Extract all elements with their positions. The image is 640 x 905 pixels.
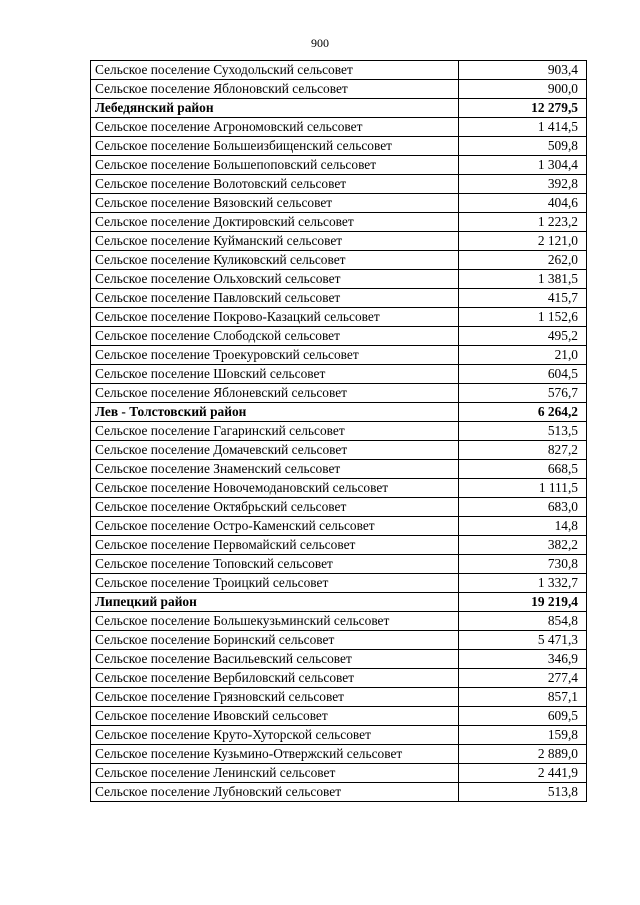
settlement-name: Сельское поселение Куликовский сельсовет bbox=[91, 251, 459, 270]
settlement-name: Сельское поселение Топовский сельсовет bbox=[91, 555, 459, 574]
settlement-name: Сельское поселение Волотовский сельсовет bbox=[91, 175, 459, 194]
settlement-name: Сельское поселение Агрономовский сельсовет bbox=[91, 118, 459, 137]
settlement-amount: 14,8 bbox=[459, 517, 587, 536]
settlement-amount: 346,9 bbox=[459, 650, 587, 669]
settlement-row bbox=[91, 61, 587, 80]
settlement-amount: 900,0 bbox=[459, 80, 587, 99]
settlement-amount: 404,6 bbox=[459, 194, 587, 213]
settlement-row bbox=[91, 327, 587, 346]
settlement-name: Сельское поселение Большекузьминский сельсовет bbox=[91, 612, 459, 631]
settlement-amount: 513,8 bbox=[459, 783, 587, 802]
settlement-row bbox=[91, 232, 587, 251]
settlement-amount: 854,8 bbox=[459, 612, 587, 631]
district-row bbox=[91, 593, 587, 612]
settlement-row bbox=[91, 536, 587, 555]
settlement-row bbox=[91, 555, 587, 574]
settlement-amount: 2 441,9 bbox=[459, 764, 587, 783]
settlement-name: Сельское поселение Кузьмино-Отвержский сельсовет bbox=[91, 745, 459, 764]
budget-table bbox=[90, 60, 587, 802]
district-total: 12 279,5 bbox=[459, 99, 587, 118]
settlement-row bbox=[91, 688, 587, 707]
settlement-amount: 1 111,5 bbox=[459, 479, 587, 498]
settlement-amount: 857,1 bbox=[459, 688, 587, 707]
settlement-row bbox=[91, 498, 587, 517]
settlement-amount: 576,7 bbox=[459, 384, 587, 403]
settlement-name: Сельское поселение Боринский сельсовет bbox=[91, 631, 459, 650]
settlement-name: Сельское поселение Яблоновский сельсовет bbox=[91, 80, 459, 99]
settlement-row bbox=[91, 574, 587, 593]
settlement-row bbox=[91, 441, 587, 460]
settlement-amount: 509,8 bbox=[459, 137, 587, 156]
settlement-amount: 2 121,0 bbox=[459, 232, 587, 251]
settlement-row bbox=[91, 346, 587, 365]
district-row bbox=[91, 403, 587, 422]
settlement-name: Сельское поселение Большеизбищенский сельсовет bbox=[91, 137, 459, 156]
settlement-amount: 1 304,4 bbox=[459, 156, 587, 175]
settlement-name: Сельское поселение Грязновский сельсовет bbox=[91, 688, 459, 707]
settlement-name: Сельское поселение Лубновский сельсовет bbox=[91, 783, 459, 802]
settlement-name: Сельское поселение Остро-Каменский сельсовет bbox=[91, 517, 459, 536]
settlement-name: Сельское поселение Суходольский сельсовет bbox=[91, 61, 459, 80]
settlement-row bbox=[91, 726, 587, 745]
settlement-amount: 903,4 bbox=[459, 61, 587, 80]
settlement-name: Сельское поселение Ольховский сельсовет bbox=[91, 270, 459, 289]
settlement-name: Сельское поселение Вербиловский сельсовет bbox=[91, 669, 459, 688]
district-row bbox=[91, 99, 587, 118]
settlement-amount: 668,5 bbox=[459, 460, 587, 479]
settlement-amount: 1 414,5 bbox=[459, 118, 587, 137]
district-name: Липецкий район bbox=[91, 593, 459, 612]
settlement-row bbox=[91, 422, 587, 441]
settlement-amount: 262,0 bbox=[459, 251, 587, 270]
settlement-name: Сельское поселение Первомайский сельсовет bbox=[91, 536, 459, 555]
settlement-row bbox=[91, 251, 587, 270]
settlement-row bbox=[91, 80, 587, 99]
settlement-row bbox=[91, 289, 587, 308]
district-name: Лебедянский район bbox=[91, 99, 459, 118]
settlement-amount: 415,7 bbox=[459, 289, 587, 308]
settlement-name: Сельское поселение Вязовский сельсовет bbox=[91, 194, 459, 213]
settlement-name: Сельское поселение Знаменский сельсовет bbox=[91, 460, 459, 479]
settlement-amount: 730,8 bbox=[459, 555, 587, 574]
settlement-amount: 5 471,3 bbox=[459, 631, 587, 650]
district-name: Лев - Толстовский район bbox=[91, 403, 459, 422]
page-number: 900 bbox=[311, 36, 329, 50]
settlement-row bbox=[91, 669, 587, 688]
settlement-name: Сельское поселение Покрово-Казацкий сельсовет bbox=[91, 308, 459, 327]
district-total: 6 264,2 bbox=[459, 403, 587, 422]
settlement-name: Сельское поселение Троекуровский сельсовет bbox=[91, 346, 459, 365]
settlement-row bbox=[91, 764, 587, 783]
settlement-row bbox=[91, 460, 587, 479]
settlement-amount: 382,2 bbox=[459, 536, 587, 555]
settlement-row bbox=[91, 783, 587, 802]
settlement-row bbox=[91, 213, 587, 232]
settlement-amount: 2 889,0 bbox=[459, 745, 587, 764]
settlement-amount: 1 223,2 bbox=[459, 213, 587, 232]
settlement-row bbox=[91, 156, 587, 175]
settlement-row bbox=[91, 270, 587, 289]
settlement-name: Сельское поселение Яблоневский сельсовет bbox=[91, 384, 459, 403]
settlement-amount: 277,4 bbox=[459, 669, 587, 688]
settlement-row bbox=[91, 365, 587, 384]
settlement-name: Сельское поселение Доктировский сельсовет bbox=[91, 213, 459, 232]
settlement-name: Сельское поселение Новочемодановский сельсовет bbox=[91, 479, 459, 498]
settlement-row bbox=[91, 118, 587, 137]
settlement-name: Сельское поселение Павловский сельсовет bbox=[91, 289, 459, 308]
settlement-amount: 683,0 bbox=[459, 498, 587, 517]
settlement-amount: 609,5 bbox=[459, 707, 587, 726]
settlement-name: Сельское поселение Ивовский сельсовет bbox=[91, 707, 459, 726]
settlement-row bbox=[91, 194, 587, 213]
settlement-row bbox=[91, 308, 587, 327]
settlement-row bbox=[91, 479, 587, 498]
settlement-amount: 604,5 bbox=[459, 365, 587, 384]
settlement-row bbox=[91, 612, 587, 631]
settlement-name: Сельское поселение Домачевский сельсовет bbox=[91, 441, 459, 460]
settlement-amount: 1 332,7 bbox=[459, 574, 587, 593]
settlement-name: Сельское поселение Васильевский сельсовет bbox=[91, 650, 459, 669]
settlement-amount: 495,2 bbox=[459, 327, 587, 346]
settlement-row bbox=[91, 745, 587, 764]
settlement-name: Сельское поселение Большепоповский сельсовет bbox=[91, 156, 459, 175]
settlement-name: Сельское поселение Шовский сельсовет bbox=[91, 365, 459, 384]
settlement-name: Сельское поселение Троицкий сельсовет bbox=[91, 574, 459, 593]
settlement-amount: 1 381,5 bbox=[459, 270, 587, 289]
settlement-row bbox=[91, 707, 587, 726]
district-total: 19 219,4 bbox=[459, 593, 587, 612]
settlement-name: Сельское поселение Слободской сельсовет bbox=[91, 327, 459, 346]
settlement-amount: 392,8 bbox=[459, 175, 587, 194]
settlement-row bbox=[91, 384, 587, 403]
settlement-name: Сельское поселение Куйманский сельсовет bbox=[91, 232, 459, 251]
settlement-amount: 827,2 bbox=[459, 441, 587, 460]
settlement-name: Сельское поселение Круто-Хуторской сельсовет bbox=[91, 726, 459, 745]
settlement-row bbox=[91, 517, 587, 536]
settlement-row bbox=[91, 650, 587, 669]
table-body bbox=[91, 61, 587, 802]
settlement-amount: 1 152,6 bbox=[459, 308, 587, 327]
settlement-row bbox=[91, 175, 587, 194]
settlement-row bbox=[91, 631, 587, 650]
settlement-row bbox=[91, 137, 587, 156]
settlement-name: Сельское поселение Октябрьский сельсовет bbox=[91, 498, 459, 517]
settlement-name: Сельское поселение Ленинский сельсовет bbox=[91, 764, 459, 783]
settlement-amount: 21,0 bbox=[459, 346, 587, 365]
settlement-amount: 513,5 bbox=[459, 422, 587, 441]
settlement-amount: 159,8 bbox=[459, 726, 587, 745]
settlement-name: Сельское поселение Гагаринский сельсовет bbox=[91, 422, 459, 441]
